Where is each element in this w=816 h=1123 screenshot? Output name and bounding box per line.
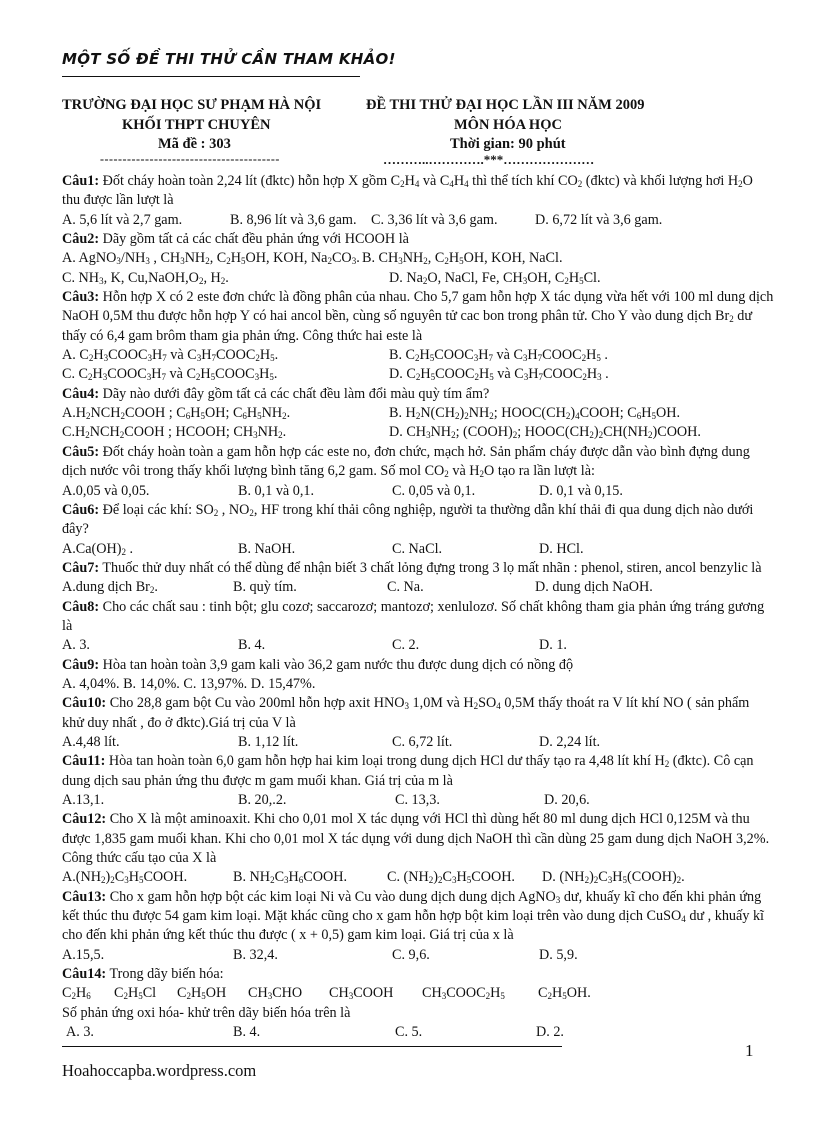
- header-right-dots: ………..………….***…………………: [383, 152, 595, 167]
- options-row: [62, 269, 774, 288]
- question-number: Câu14:: [62, 966, 107, 983]
- question-12: [62, 810, 774, 868]
- option-d: D. 2,24 lít.: [539, 733, 601, 750]
- question-number: Câu9:: [62, 656, 100, 673]
- question-1: [62, 172, 774, 211]
- option-d: D. 20,6.: [544, 792, 590, 808]
- option-c: C. Na.: [387, 579, 424, 596]
- option-a: A. 5,6 lít và 2,7 gam.: [62, 211, 183, 228]
- option-c: C. 13,3.: [395, 792, 440, 808]
- exam-code: Mã đề : 303: [158, 136, 231, 152]
- question-number: Câu4:: [62, 385, 100, 402]
- option-a: A.4,48 lít.: [62, 733, 120, 750]
- question-text: Cho x gam hỗn hợp bột các kim loại Ni và Cu vào dung dịch dung dịch AgNO$_3$ dư, khuấy kĩ cho đến khi phản ứng kết thúc thu được 54 gam kim loại. Mặt khác cũng cho x gam hỗn hợp bột kim loại trên vào dung dịch CuSO$_4$ dư , khuấy kĩ cho đến khi phản ứng kết thúc thu được ( x + 0,5) gam kim loại. Giá trị của x là: [62, 888, 764, 944]
- option-c: C. $NH_3$, K, $Cu,NaOH,O_2$, $H_2$.: [62, 269, 229, 286]
- option-c: C. 0,05 và 0,1.: [392, 482, 476, 499]
- question-number: Câu11:: [62, 753, 106, 770]
- option-b: B. 1,12 lít.: [238, 733, 299, 750]
- chain-compound: $C_2H_5OH$: [177, 985, 227, 1002]
- option-c: C. 9,6.: [392, 946, 430, 963]
- question-number: Câu13:: [62, 888, 107, 905]
- options-row: [62, 578, 774, 597]
- exam-title: ĐỀ THI THỬ ĐẠI HỌC LẦN III NĂM 2009: [366, 97, 645, 113]
- option-a: A. 3.: [62, 637, 90, 654]
- questions-body: [62, 172, 774, 1042]
- options-row: [62, 946, 774, 965]
- page-banner: MỘT SỐ ĐỀ THI THỬ CẦN THAM KHẢO!: [62, 50, 396, 68]
- option-a: A. $C_2H_3COOC_3H_7$ và $C_3H_7COOC_2H_5$.: [62, 347, 279, 364]
- question-text: Hòa tan hoàn toàn 6,0 gam hỗn hợp hai kim loại trong dung dịch HCl dư thấy tạo ra 4,48 lít khí $H_2$ (đktc). Cô cạn dung dịch sau phản ứng thu được m gam muối khan. Giá trị của m là: [62, 753, 754, 789]
- options-row: [62, 404, 774, 423]
- option-b: B. 4.: [233, 1024, 261, 1041]
- question-number: Câu5:: [62, 443, 100, 460]
- option-b: B. 0,1 và 0,1.: [238, 482, 315, 499]
- question-11: [62, 752, 774, 791]
- option-c: C. 3,36 lít và 3,6 gam.: [371, 211, 498, 228]
- options-row: [62, 1023, 774, 1042]
- option-d: D. 0,1 và 0,15.: [539, 482, 623, 499]
- question-7: [62, 559, 774, 578]
- option-d: D. 5,9.: [539, 946, 578, 963]
- question-number: Câu2:: [62, 231, 100, 248]
- question-number: Câu8:: [62, 598, 100, 615]
- footer-rule: [62, 1046, 562, 1047]
- option-d: D. HCl.: [539, 540, 584, 557]
- chain-compound: $C_2H_6$: [62, 985, 91, 1002]
- option-c: C. 6,72 lít.: [392, 733, 453, 750]
- page-number: 1: [745, 1041, 754, 1060]
- option-b: B. NaOH.: [238, 540, 296, 557]
- option-b: B. 4.: [238, 637, 266, 654]
- option-c: C. NaCl.: [392, 540, 443, 557]
- option-a: A. 3.: [66, 1024, 94, 1041]
- question-number: Câu3:: [62, 289, 100, 306]
- option-b: B. 32,4.: [233, 946, 278, 963]
- option-d: D. 6,72 lít và 3,6 gam.: [535, 211, 663, 228]
- question-5: [62, 443, 774, 482]
- option-a: $A.Ca(OH)_2$ .: [62, 540, 134, 557]
- reaction-chain: [62, 984, 774, 1003]
- question-text: Hòa tan hoàn toàn 3,9 gam kali vào 36,2 gam nước thu được dung dịch có nồng độ: [102, 656, 574, 673]
- question-9: [62, 656, 774, 675]
- question-text: Dãy gồm tất cả các chất đều phản ứng với HCOOH là: [102, 231, 409, 248]
- options-row: [62, 211, 774, 230]
- options-row: [62, 540, 774, 559]
- question-text: Để loại các khí: $SO_2$ , $NO_2$, HF trong khí thải công nghiệp, người ta thường dẫn khí thải đi qua dung dịch nào dưới đây?: [62, 501, 754, 538]
- question-text: Hỗn hợp X có 2 este đơn chức là đồng phân của nhau. Cho 5,7 gam hỗn hợp X tác dụng vừa hết với 100 ml dung dịch NaOH 0,5M thu được hỗn hợp Y có hai ancol bền, cùng số nguyên tử cac bon trong phân tử. Cho Y vào dung dịch $Br_2$ dư thấy có 6,4 gam brôm tham gia phản ứng. Công thức hai este là: [62, 289, 774, 344]
- option-d: D. $Na_2O$, NaCl, Fe, $CH_3OH$, $C_2H_5Cl$.: [389, 269, 601, 286]
- question-14-prompt: Số phản ứng oxi hóa- khử trên dãy biến hóa trên là: [62, 1004, 351, 1021]
- question-6: [62, 501, 774, 540]
- question-14: [62, 965, 774, 984]
- chain-compound: $C_2H_5Cl$: [114, 985, 157, 1002]
- question-text: Đốt cháy hoàn toàn a gam hỗn hợp các este no, đơn chức, mạch hở. Sản phẩm cháy được dẫn vào bình đựng dung dịch nước vôi trong thấy khối lượng bình tăng 6,2 gam. Số mol $CO_2$ và $H_2O$ tạo ra lần lượt là:: [62, 443, 750, 480]
- option-a: A. $AgNO_3/NH_3$ , $CH_3NH_2$, $C_2H_5OH$, KOH, $Na_2CO_3$.: [62, 250, 360, 267]
- question-number: Câu7:: [62, 559, 100, 576]
- school-name: TRƯỜNG ĐẠI HỌC SƯ PHẠM HÀ NỘI: [62, 97, 322, 113]
- question-13: [62, 888, 774, 946]
- option-c: C. $C_2H_3COOC_3H_7$ và $C_2H_5COOC_3H_5$.: [62, 366, 278, 383]
- option-a: $A.(NH_2)_2C_3H_5COOH$.: [62, 869, 188, 886]
- question-3: [62, 288, 774, 346]
- question-number: Câu12:: [62, 811, 107, 828]
- option-a: A.13,1.: [62, 792, 105, 808]
- question-text: Đốt cháy hoàn toàn 2,24 lít (đktc) hỗn hợp X gồm $C_2H_4$ và $C_4H_4$ thì thể tích khí $CO_2$ (đktc) và khối lượng hơi $H_2O$ thu được lần lượt là: [62, 173, 753, 209]
- option-b: B. $NH_2C_3H_6COOH$.: [233, 869, 348, 886]
- chain-compound: $CH_3COOH$: [329, 985, 394, 1002]
- option-c: $C.H_2NCH_2COOH$ ; HCOOH; $CH_3NH_2$.: [62, 424, 287, 441]
- header-left-dashes: ----------------------------------------: [100, 152, 280, 166]
- question-text: Dãy nào dưới đây gồm tất cả các chất đều làm đổi màu quỳ tím ẩm?: [102, 385, 490, 402]
- option-a: A.15,5.: [62, 946, 105, 963]
- option-d: D. $(NH_2)_2C_3H_5(COOH)_2$.: [542, 869, 685, 886]
- question-number: Câu10:: [62, 695, 107, 712]
- options-row: [62, 423, 774, 442]
- question-text: Cho các chất sau : tinh bột; glu cozơ; saccarozơ; mantozơ; xenlulozơ. Số chất không tham gia phản ứng tráng gương là: [62, 598, 765, 634]
- question-number: Câu6:: [62, 501, 100, 518]
- option-d: D. dung dịch NaOH.: [535, 579, 653, 596]
- option-a: $A.H_2NCH_2COOH$ ; $C_6H_5OH$; $C_6H_5NH_2$.: [62, 405, 291, 422]
- chain-compound: $CH_3COOC_2H_5$: [422, 985, 505, 1002]
- option-d: D. $C_2H_5COOC_2H_5$ và $C_3H_7COOC_2H_3$ .: [389, 366, 609, 383]
- question-4: [62, 385, 774, 404]
- option-b: B. $C_2H_5COOC_3H_7$ và $C_3H_7COOC_2H_5$ .: [389, 347, 608, 364]
- exam-time: Thời gian: 90 phút: [450, 136, 566, 152]
- options-row: [62, 249, 774, 268]
- option-c: C. 5.: [395, 1024, 423, 1041]
- options-row: [62, 791, 774, 810]
- question-8: [62, 598, 774, 637]
- options-row: [62, 365, 774, 384]
- option-d: D. 2.: [536, 1024, 564, 1041]
- options-row: [62, 636, 774, 655]
- chain-compound: $C_2H_5OH$.: [538, 985, 591, 1002]
- options-row: [62, 675, 774, 694]
- options-row: [62, 482, 774, 501]
- option-b: B. $CH_3NH_2$, $C_2H_5OH$, KOH, NaCl.: [362, 250, 563, 267]
- option-a: A.dung dịch $Br_2$.: [62, 579, 158, 596]
- question-text: Trong dãy biến hóa:: [109, 966, 224, 983]
- question-text: Thuốc thử duy nhất có thể dùng để nhận biết 3 chất lỏng đựng trong 3 lọ mất nhãn : phenol, stiren, ancol benzylic là: [102, 559, 762, 576]
- option-b: B. quỳ tím.: [233, 579, 297, 596]
- option-d: D. 1.: [539, 637, 567, 654]
- options-row: [62, 868, 774, 887]
- footer-site: Hoahoccapba.wordpress.com: [62, 1061, 257, 1080]
- option-b: B. $H_2N(CH_2)_2NH_2$; $HOOC(CH_2)_4COOH$; $C_6H_5OH$.: [389, 405, 681, 422]
- exam-subject: MÔN HÓA HỌC: [454, 117, 562, 133]
- question-2: [62, 230, 774, 249]
- question-text: Cho 28,8 gam bột Cu vào 200ml hỗn hợp axit $HNO_3$ 1,0M và $H_2SO_4$ 0,5M thấy thoát ra V lít khí NO ( sản phẩm khử duy nhất , đo ở đktc).Giá trị của V là: [62, 695, 750, 731]
- option-a: A.0,05 và 0,05.: [62, 482, 150, 499]
- options-row: [62, 346, 774, 365]
- banner-underline: [62, 76, 360, 77]
- question-10: [62, 694, 774, 733]
- option-b: B. 8,96 lít và 3,6 gam.: [230, 211, 357, 228]
- option-d: D. $CH_3NH_2$; $(COOH)_2$; $HOOC(CH_2)_2CH(NH_2)COOH$.: [389, 424, 701, 441]
- option-b: B. 20,.2.: [238, 792, 287, 808]
- school-division: KHỐI THPT CHUYÊN: [122, 117, 271, 133]
- chain-compound: $CH_3CHO$: [248, 985, 303, 1002]
- option-c: C. 2.: [392, 637, 420, 654]
- question-text: Cho X là một aminoaxit. Khi cho 0,01 mol X tác dụng với HCl thì dùng hết 80 ml dung dịch HCl 0,125M và thu được 1,835 gam muối khan. Khi cho 0,01 mol X tác dụng với dung dịch NaOH thì cần dùng 25 gam dung dịch NaOH 3,2%. Công thức cấu tạo của X là: [62, 811, 770, 867]
- option-c: C. $(NH_2)_2C_3H_5COOH$.: [387, 869, 515, 886]
- options-row: [62, 733, 774, 752]
- option-all: A. 4,04%. B. 14,0%. C. 13,97%. D. 15,47%.: [62, 675, 316, 692]
- question-number: Câu1:: [62, 173, 100, 189]
